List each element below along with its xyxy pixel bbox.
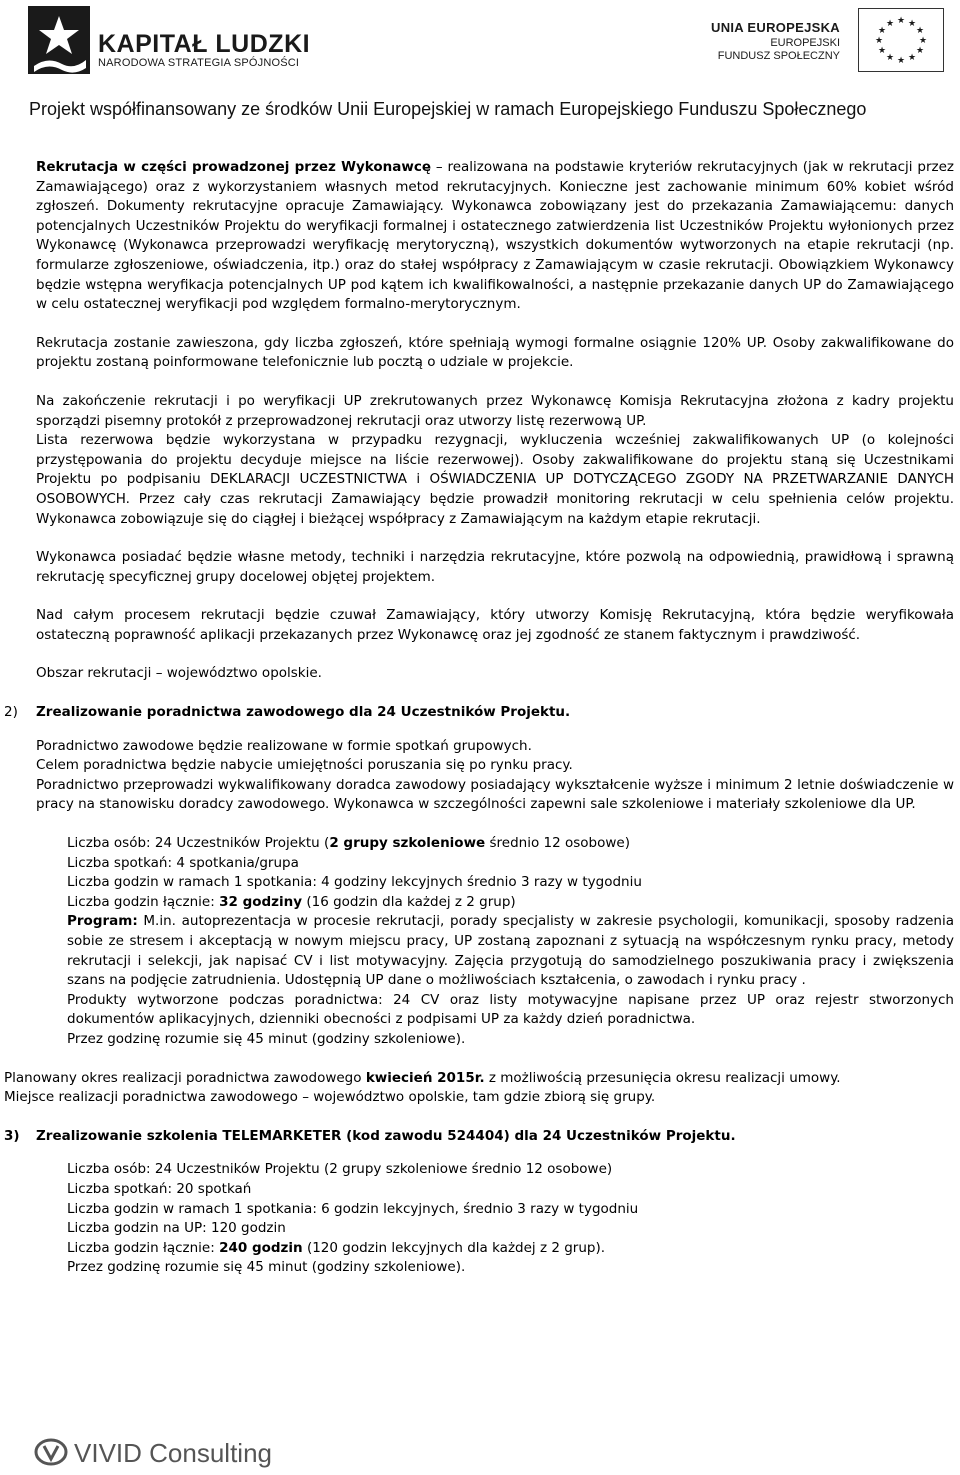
svg-text:★: ★ bbox=[918, 36, 928, 46]
s2-detail-hour-definition: Przez godzinę rozumie się 45 minut (godziny szkoleniowe). bbox=[67, 1030, 466, 1047]
eu-line-2: EUROPEJSKI bbox=[770, 37, 840, 49]
s2-detail-products: Produkty wytworzone podczas poradnictwa: 24 CV oraz listy motywacyjne napisane przez UP oraz rejestr stworzonych dokumentów aplikacyjnych, dzienniki obecności z podpisami UP za każdy dzień poradnictwa. bbox=[67, 991, 954, 1028]
s2-outro bbox=[4, 1069, 954, 1108]
svg-text:★: ★ bbox=[877, 26, 887, 36]
svg-text:VIVID Consulting: VIVID Consulting bbox=[74, 1438, 272, 1468]
section-3-title: Zrealizowanie szkolenia TELEMARKETER (kod zawodu 524404) dla 24 Uczestników Projektu. bbox=[36, 1127, 736, 1144]
s2-period: Planowany okres realizacji poradnictwa zawodowego kwiecień 2015r. z możliwością przesunięcia okresu realizacji umowy. bbox=[4, 1069, 841, 1086]
paragraph-area: Obszar rekrutacji – województwo opolskie. bbox=[36, 665, 322, 682]
s2-detail-hours-per-meeting: Liczba godzin w ramach 1 spotkania: 4 godziny lekcyjnych średnio 3 razy w tygodniu bbox=[67, 874, 642, 891]
vivid-consulting-logo bbox=[34, 1435, 294, 1469]
svg-text:★: ★ bbox=[915, 26, 925, 36]
s2-detail-program: Program: M.in. autoprezentacja w procesie rekrutacji, porady specjalisty w zakresie psychologii, komunikacji, sposoby radzenia sobie ze stresem i akceptacją w nowym miejscu pracy, UP zostaną zapoznani z sytuacją na współczesnym rynku pracy, metody rekrutacji i selekcji, jak napisać CV i list motywacyjny. Zajęcia przygotują do samodzielnego poszukiwania pracy i zwiększenia szans na podjęcie zatrudnienia. Udostępnią UP dane o możliwościach kształcenia, o zawodach i rynku pracy . bbox=[67, 913, 954, 989]
section-3-heading bbox=[4, 1127, 954, 1147]
s3-detail-hours-per-meeting: Liczba godzin w ramach 1 spotkania: 6 godzin lekcyjnych, średnio 3 razy w tygodniu bbox=[67, 1200, 639, 1217]
s2-detail-total-hours: Liczba godzin łącznie: 32 godziny (16 godzin dla każdej z 2 grup) bbox=[67, 893, 516, 910]
svg-text:★: ★ bbox=[896, 16, 906, 26]
svg-text:★: ★ bbox=[885, 19, 895, 29]
s2-detail-participants: Liczba osób: 24 Uczestników Projektu (2 grupy szkoleniowe średnio 12 osobowe) bbox=[67, 835, 630, 852]
svg-text:★: ★ bbox=[874, 36, 884, 46]
s3-detail-participants: Liczba osób: 24 Uczestników Projektu (2 grupy szkoleniowe średnio 12 osobowe) bbox=[67, 1161, 613, 1178]
svg-text:★: ★ bbox=[877, 46, 887, 56]
svg-text:★: ★ bbox=[885, 53, 895, 63]
kapital-ludzki-subtitle: NARODOWA STRATEGIA SPÓJNOŚCI bbox=[98, 57, 300, 69]
paragraph-recruitment-contractor bbox=[36, 158, 954, 315]
project-cofinancing-line: Projekt współfinansowany ze środków Unii Europejskiej w ramach Europejskiego Funduszu Społecznego bbox=[29, 99, 867, 119]
s3-detail-total-hours: Liczba godzin łącznie: 240 godzin (120 godzin lekcyjnych dla każdej z 2 grup). bbox=[67, 1239, 606, 1256]
document-body bbox=[4, 158, 954, 1278]
s3-detail-meetings: Liczba spotkań: 20 spotkań bbox=[67, 1180, 252, 1197]
s2-detail-meetings: Liczba spotkań: 4 spotkania/grupa bbox=[67, 854, 299, 871]
paragraph-supervision: Nad całym procesem rekrutacji będzie czuwał Zamawiający, który utworzy Komisję Rekrutacyjną, która będzie weryfikowała ostateczną poprawność aplikacji przekazanych przez Wykonawcę oraz jej zgodność ze stanem faktycznym i prawdziwość. bbox=[36, 607, 954, 643]
s3-detail-hour-definition: Przez godzinę rozumie się 45 minut (godziny szkoleniowe). bbox=[67, 1259, 466, 1276]
svg-text:★: ★ bbox=[915, 46, 925, 56]
paragraph-suspension: Rekrutacja zostanie zawieszona, gdy liczba zgłoszeń, które spełniają wymogi formalne osiągnie 120% UP. Osoby zakwalifikowane do projektu zostaną poinformowane telefonicznie lub pocztą o udziale w projekcie. bbox=[36, 334, 954, 371]
svg-text:★: ★ bbox=[896, 56, 906, 66]
kapital-ludzki-title: KAPITAŁ LUDZKI bbox=[98, 30, 311, 58]
kapital-ludzki-logo bbox=[28, 6, 90, 74]
eu-line-3: FUNDUSZ SPOŁECZNY bbox=[717, 50, 840, 62]
section-2-title: Zrealizowanie poradnictwa zawodowego dla 24 Uczestników Projektu. bbox=[36, 704, 571, 721]
recruitment-text: – realizowana na podstawie kryteriów rekrutacyjnych (jak w rekrutacji przez Zamawiającego) oraz z wykorzystaniem własnych metod rekrutacyjnych. Konieczne jest zachowanie minimum 60% kobiet wśród zgłoszeń. Dokumenty rekrutacyjne opracuje Zamawiający. Wykonawca zobowiązany jest do przekazania Zamawiającemu: danych potencjalnych Uczestników Projektu do weryfikacji formalnej i ostatecznego zatwierdzenia list Uczestników Projektu wyłonionych przez Wykonawcę (Wykonawca przeprowadzi weryfikację merytoryczną), wszystkich dokumentów wytworzonych na etapie rekrutacji (np. formularze zgłoszeniowe, oświadczenia, itp.) oraz do stałej współpracy z Zamawiającym w czasie rekrutacji. Obowiązkiem Wykonawcy będzie wstępna weryfikacja potencjalnych UP pod kątem ich kwalifikowalności, a następnie przekazanie danych UP do Zamawiającego w celu ostatecznej weryfikacji pod względem formalno-merytorycznym. bbox=[36, 159, 954, 313]
recruitment-heading: Rekrutacja w części prowadzonej przez Wykonawcę bbox=[36, 159, 432, 175]
paragraph-reserve-list: Lista rezerwowa będzie wykorzystana w przypadku rezygnacji, wykluczenia wcześniej zakwalifikowanych UP (o kolejności przystępowania do projektu decyduje miejsce na liście rezerwowej). Osoby zakwalifikowane do projektu staną się Uczestnikami Projektu po podpisaniu DEKLARACJI UCZESTNICTWA i OŚWIADCZENIA UP DOTYCZĄCEGO ZGODY NA PRZETWARZANIE DANYCH OSOBOWYCH. Przez cały czas rekrutacji Zamawiający będzie prowadził monitoring rekrutacji w celu spełnienia celów projektu. Wykonawca zobowiązuje się do ciągłej i bieżącej współpracy z Zamawiającym na każdym etapie rekrutacji. bbox=[36, 432, 954, 527]
s2-line-2: Celem poradnictwa będzie nabycie umiejętności poruszania się po rynku pracy. bbox=[36, 757, 573, 774]
svg-text:★: ★ bbox=[907, 53, 917, 63]
eu-line-1: UNIA EUROPEJSKA bbox=[711, 20, 840, 35]
paragraph-commission: Na zakończenie rekrutacji i po weryfikacji UP zrekrutowanych przez Wykonawcę Komisja Rekrutacyjna złożona z kadry projektu sporządzi pisemny protokół z przeprowadzonej rekrutacji oraz utworzy listę rezerwową UP. bbox=[36, 392, 954, 429]
s3-details bbox=[67, 1160, 954, 1278]
section-2-number: 2) bbox=[4, 704, 18, 721]
s2-details bbox=[67, 834, 954, 1050]
eu-label bbox=[711, 20, 840, 62]
s3-detail-hours-per-up: Liczba godzin na UP: 120 godzin bbox=[67, 1220, 286, 1237]
s2-line-1: Poradnictwo zawodowe będzie realizowane w formie spotkań grupowych. bbox=[36, 737, 532, 754]
s2-line-3: Poradnictwo przeprowadzi wykwalifikowany doradca zawodowy posiadający wykształcenie wyższe i minimum 2 letnie doświadczenie w pracy na stanowisku doradcy zawodowego. Wykonawca w szczególności zapewni sale szkoleniowe i materiały szkoleniowe dla UP. bbox=[36, 776, 954, 813]
paragraph-methods: Wykonawca posiadać będzie własne metody, techniki i narzędzia rekrutacyjne, które pozwolą na odpowiednią, prawidłową i sprawną rekrutację specyficznej grupy docelowej objętej projektem. bbox=[36, 549, 954, 585]
section-3-number: 3) bbox=[4, 1127, 20, 1144]
eu-flag-icon bbox=[858, 8, 944, 72]
s2-location: Miejsce realizacji poradnictwa zawodowego – województwo opolskie, tam gdzie zbiorą się grupy. bbox=[4, 1089, 656, 1106]
page-header bbox=[0, 0, 960, 119]
section-2-heading bbox=[4, 703, 954, 723]
svg-text:★: ★ bbox=[907, 19, 917, 29]
